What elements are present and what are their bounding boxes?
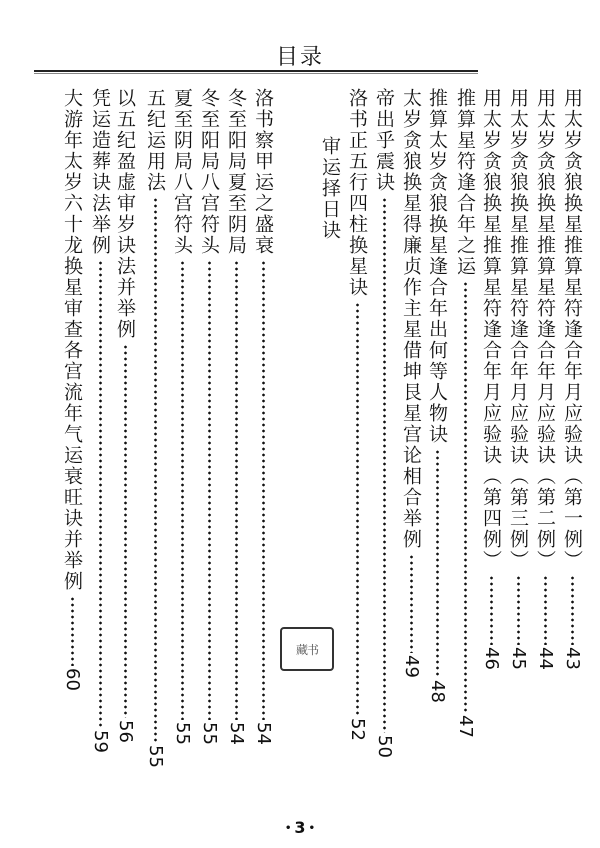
toc-page-number: 55 — [145, 745, 166, 768]
toc-entry[interactable] — [170, 88, 194, 745]
dot-leader — [262, 260, 265, 720]
stamp-text: 藏书 — [295, 642, 318, 657]
toc-page-number: 49 — [401, 655, 422, 678]
title-divider — [34, 70, 478, 72]
toc-page-number: 48 — [427, 680, 448, 703]
dot-leader — [436, 449, 439, 678]
dot-leader — [356, 302, 359, 716]
toc-entry-title: 太岁贪狼换星得廉贞作主星借坤艮星宫论相合举例 — [400, 88, 422, 550]
dot-leader — [517, 575, 520, 645]
toc-page-number: 46 — [481, 647, 502, 670]
toc-page-number: 54 — [226, 722, 247, 745]
toc-entry-title: 用太岁贪狼换星推算星符逢合年月应验诀（第二例） — [534, 88, 556, 571]
toc-page-number: 59 — [90, 730, 111, 753]
seal-stamp-icon — [280, 627, 334, 671]
folio-dot-left: • — [285, 823, 292, 834]
toc-page-number: 50 — [374, 735, 395, 758]
folio-number: 3 — [294, 818, 306, 837]
toc-entry-title: 用太岁贪狼换星推算星符逢合年月应验诀（第四例） — [480, 88, 502, 571]
dot-leader — [383, 197, 386, 733]
toc-entry-title: 冬至阳局八宫符头 — [198, 88, 220, 256]
toc-entry-title: 五纪运用法 — [144, 88, 166, 193]
toc-entry[interactable] — [251, 88, 275, 745]
dot-leader — [410, 554, 413, 653]
toc-entry[interactable] — [560, 88, 584, 670]
title-divider-thin — [34, 73, 478, 74]
toc-entry[interactable] — [318, 136, 342, 241]
toc-entry-title: 帝出乎震诀 — [373, 88, 395, 193]
toc-page-number: 45 — [508, 647, 529, 670]
toc-entry-title: 以五纪盈虚审岁诀法并举例 — [114, 88, 136, 340]
toc-entry-title: 审运择日诀 — [319, 136, 341, 241]
dot-leader — [208, 260, 211, 720]
dot-leader — [124, 344, 127, 718]
toc-entry[interactable] — [479, 88, 503, 670]
toc-entry[interactable] — [372, 88, 396, 758]
toc-page-number: 52 — [347, 718, 368, 741]
toc-entry[interactable] — [224, 88, 248, 745]
toc-entry[interactable] — [197, 88, 221, 745]
dot-leader — [71, 596, 74, 666]
toc-entry[interactable] — [506, 88, 530, 670]
toc-page-number: 56 — [115, 720, 136, 743]
toc-entry[interactable] — [453, 88, 477, 738]
toc-entry[interactable] — [399, 88, 423, 678]
dot-leader — [544, 575, 547, 645]
toc-entry[interactable] — [533, 88, 557, 670]
dot-leader — [99, 260, 102, 728]
toc-entry[interactable] — [425, 88, 449, 703]
toc-page-number: 60 — [62, 668, 83, 691]
toc-page-number: 54 — [253, 722, 274, 745]
toc-entry[interactable] — [143, 88, 167, 768]
dot-leader — [571, 575, 574, 645]
toc-page-number: 47 — [455, 715, 476, 738]
toc-entry-title: 洛书察甲运之盛衰 — [252, 88, 274, 256]
page-title: 目录 — [275, 45, 324, 70]
toc-entry-title: 洛书正五行四柱换星诀 — [346, 88, 368, 298]
toc-entry-title: 凭运造葬诀法举例 — [89, 88, 111, 256]
dot-leader — [464, 281, 467, 713]
toc-entry-title: 冬至阳局夏至阴局 — [225, 88, 247, 256]
toc-entry-title: 用太岁贪狼换星推算星符逢合年月应验诀（第一例） — [561, 88, 583, 571]
toc-page-number: 55 — [199, 722, 220, 745]
toc-entry[interactable] — [113, 88, 137, 743]
dot-leader — [235, 260, 238, 720]
dot-leader — [154, 197, 157, 743]
toc-entry-title: 推算星符逢合年之运 — [454, 88, 476, 277]
dot-leader — [490, 575, 493, 645]
toc-entry-title: 夏至阴局八宫符头 — [171, 88, 193, 256]
toc-entry[interactable] — [60, 88, 84, 691]
folio-dot-right: • — [308, 823, 315, 834]
toc-entry-title: 推算太岁贪狼换星逢合年出何等人物诀 — [426, 88, 448, 445]
toc-entry-title: 用太岁贪狼换星推算星符逢合年月应验诀（第三例） — [507, 88, 529, 571]
toc-page-number: 43 — [562, 647, 583, 670]
dot-leader — [181, 260, 184, 720]
toc-page-number: 55 — [172, 722, 193, 745]
toc-entry[interactable] — [88, 88, 112, 753]
toc-page-number: 44 — [535, 647, 556, 670]
page-number — [0, 818, 600, 837]
toc-entry-title: 大游年太岁六十龙换星审查各宫流年气运衰旺诀并举例 — [61, 88, 83, 592]
toc-entry[interactable] — [345, 88, 369, 741]
